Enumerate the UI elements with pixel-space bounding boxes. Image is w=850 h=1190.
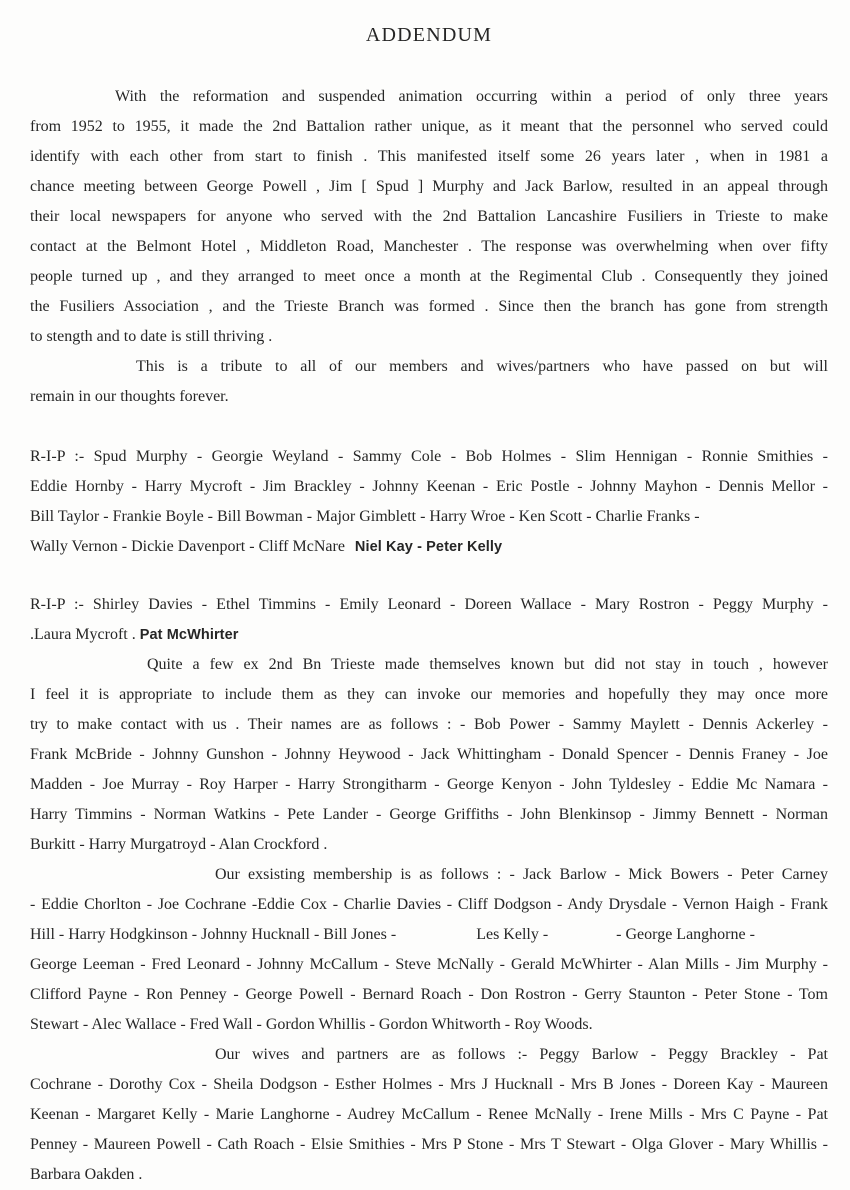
text-line bbox=[30, 112, 828, 142]
text-line bbox=[30, 620, 828, 650]
text-segment: people turned up , and they arranged to meet once a month at the Regimental Club . Consequently they joined bbox=[30, 268, 828, 285]
text-line bbox=[30, 770, 828, 800]
text-segment: R-I-P :- Shirley Davies - Ethel Timmins - Emily Leonard - Doreen Wallace - Mary Rostron - Peggy Murphy - bbox=[30, 596, 828, 613]
text-segment: chance meeting between George Powell , Jim [ Spud ] Murphy and Jack Barlow, resulted in an appeal through bbox=[30, 178, 828, 195]
text-line bbox=[30, 262, 828, 292]
text-line bbox=[30, 980, 828, 1010]
text-line bbox=[30, 1130, 828, 1160]
text-line bbox=[30, 740, 828, 770]
text-segment: .Laura Mycroft . bbox=[30, 626, 136, 643]
text-line bbox=[30, 590, 828, 620]
rip-wives-list bbox=[30, 590, 828, 650]
text-segment: their local newspapers for anyone who served with the 2nd Battalion Lancashire Fusiliers in Trieste to make bbox=[30, 208, 828, 225]
text-line bbox=[30, 710, 828, 740]
text-line bbox=[30, 860, 828, 890]
text-line bbox=[30, 830, 828, 860]
text-line bbox=[30, 800, 828, 830]
text-segment: George Leeman - Fred Leonard - Johnny McCallum - Steve McNally - Gerald McWhirter - Alan Mills - Jim Murphy - bbox=[30, 956, 828, 973]
text-line bbox=[30, 172, 828, 202]
text-segment: Frank McBride - Johnny Gunshon - Johnny Heywood - Jack Whittingham - Donald Spencer - Dennis Franey - Joe bbox=[30, 746, 828, 763]
text-segment: the Fusiliers Association , and the Trieste Branch was formed . Since then the branch has gone from strength bbox=[30, 298, 828, 315]
text-segment: Clifford Payne - Ron Penney - George Powell - Bernard Roach - Don Rostron - Gerry Staunton - Peter Stone - Tom bbox=[30, 986, 828, 1003]
intro-paragraph bbox=[30, 82, 828, 352]
text-segment: from 1952 to 1955, it made the 2nd Battalion rather unique, as it meant that the personnel who served could bbox=[30, 118, 828, 135]
text-segment: identify with each other from start to finish . This manifested itself some 26 years later , when in 1981 a bbox=[30, 148, 828, 165]
text-line bbox=[30, 292, 828, 322]
text-segment: contact at the Belmont Hotel , Middleton Road, Manchester . The response was overwhelming when over fifty bbox=[30, 238, 828, 255]
text-line bbox=[30, 202, 828, 232]
text-segment: remain in our thoughts forever. bbox=[30, 388, 229, 405]
text-segment: - George Langhorne - bbox=[616, 926, 755, 943]
text-segment: This is a tribute to all of our members and wives/partners who have passed on but will bbox=[136, 358, 828, 375]
wives-partners-paragraph bbox=[30, 1040, 828, 1190]
page-title: ADDENDUM bbox=[365, 24, 493, 46]
text-line bbox=[30, 1010, 828, 1040]
text-segment: Eddie Hornby - Harry Mycroft - Jim Brackley - Johnny Keenan - Eric Postle - Johnny Mayhon - Dennis Mellor - bbox=[30, 478, 828, 495]
lost-touch-paragraph bbox=[30, 650, 828, 860]
inserted-name: Pat McWhirter bbox=[139, 627, 239, 643]
text-line bbox=[30, 680, 828, 710]
text-segment: I feel it is appropriate to include them as they can invoke our memories and hopefully they may once more bbox=[30, 686, 828, 703]
text-line bbox=[30, 82, 828, 112]
text-segment: Stewart - Alec Wallace - Fred Wall - Gordon Whillis - Gordon Whitworth - Roy Woods. bbox=[30, 1016, 593, 1033]
text-line bbox=[30, 1100, 828, 1130]
rip-members-list bbox=[30, 442, 828, 562]
text-segment: Keenan - Margaret Kelly - Marie Langhorne - Audrey McCallum - Renee McNally - Irene Mills - Mrs C Payne - Pat bbox=[30, 1106, 828, 1123]
text-segment: Burkitt - Harry Murgatroyd - Alan Crockford . bbox=[30, 836, 328, 853]
text-line bbox=[30, 352, 828, 382]
text-line bbox=[30, 322, 828, 352]
text-segment: Madden - Joe Murray - Roy Harper - Harry Strongitharm - George Kenyon - John Tyldesley - Eddie Mc Namara - bbox=[30, 776, 828, 793]
text-line bbox=[30, 232, 828, 262]
text-line bbox=[30, 1160, 828, 1190]
text-line bbox=[30, 920, 828, 950]
text-line bbox=[30, 890, 828, 920]
text-segment: - Eddie Chorlton - Joe Cochrane -Eddie Cox - Charlie Davies - Cliff Dodgson - Andy Drysdale - Vernon Haigh - Frank bbox=[30, 896, 828, 913]
inserted-name: Niel Kay - Peter Kelly bbox=[354, 539, 503, 555]
text-line bbox=[30, 950, 828, 980]
text-segment: Our wives and partners are as follows :- Peggy Barlow - Peggy Brackley - Pat bbox=[215, 1046, 828, 1063]
text-segment: to stength and to date is still thriving . bbox=[30, 328, 273, 345]
text-segment: Our exsisting membership is as follows : - Jack Barlow - Mick Bowers - Peter Carney bbox=[215, 866, 828, 883]
text-segment: Hill - Harry Hodgkinson - Johnny Hucknall - Bill Jones - bbox=[30, 926, 397, 943]
text-segment: Les Kelly - bbox=[476, 926, 549, 943]
text-segment: Penney - Maureen Powell - Cath Roach - Elsie Smithies - Mrs P Stone - Mrs T Stewart - Olga Glover - Mary Whillis - bbox=[30, 1136, 828, 1153]
existing-membership-paragraph bbox=[30, 860, 828, 1040]
text-line bbox=[30, 532, 828, 562]
text-line bbox=[30, 1070, 828, 1100]
document-body bbox=[30, 82, 828, 1190]
text-segment: With the reformation and suspended animation occurring within a period of only three years bbox=[115, 88, 828, 105]
text-line bbox=[30, 472, 828, 502]
text-segment: Harry Timmins - Norman Watkins - Pete Lander - George Griffiths - John Blenkinsop - Jimmy Bennett - Norman bbox=[30, 806, 828, 823]
text-line bbox=[30, 1040, 828, 1070]
text-line bbox=[30, 502, 828, 532]
text-line bbox=[30, 382, 828, 412]
text-line bbox=[30, 650, 828, 680]
text-segment: Barbara Oakden . bbox=[30, 1166, 143, 1183]
text-segment: Wally Vernon - Dickie Davenport - Cliff McNare bbox=[30, 538, 349, 555]
text-segment: Bill Taylor - Frankie Boyle - Bill Bowman - Major Gimblett - Harry Wroe - Ken Scott - Charlie Franks - bbox=[30, 508, 700, 525]
text-line bbox=[30, 142, 828, 172]
text-line bbox=[30, 442, 828, 472]
text-segment: R-I-P :- Spud Murphy - Georgie Weyland - Sammy Cole - Bob Holmes - Slim Hennigan - Ronnie Smithies - bbox=[30, 448, 828, 465]
text-segment: Cochrane - Dorothy Cox - Sheila Dodgson - Esther Holmes - Mrs J Hucknall - Mrs B Jones - Doreen Kay - Maureen bbox=[30, 1076, 828, 1093]
text-segment: Quite a few ex 2nd Bn Trieste made themselves known but did not stay in touch , however bbox=[147, 656, 828, 673]
text-segment: try to make contact with us . Their names are as follows : - Bob Power - Sammy Maylett - Dennis Ackerley - bbox=[30, 716, 828, 733]
tribute-paragraph bbox=[30, 352, 828, 412]
